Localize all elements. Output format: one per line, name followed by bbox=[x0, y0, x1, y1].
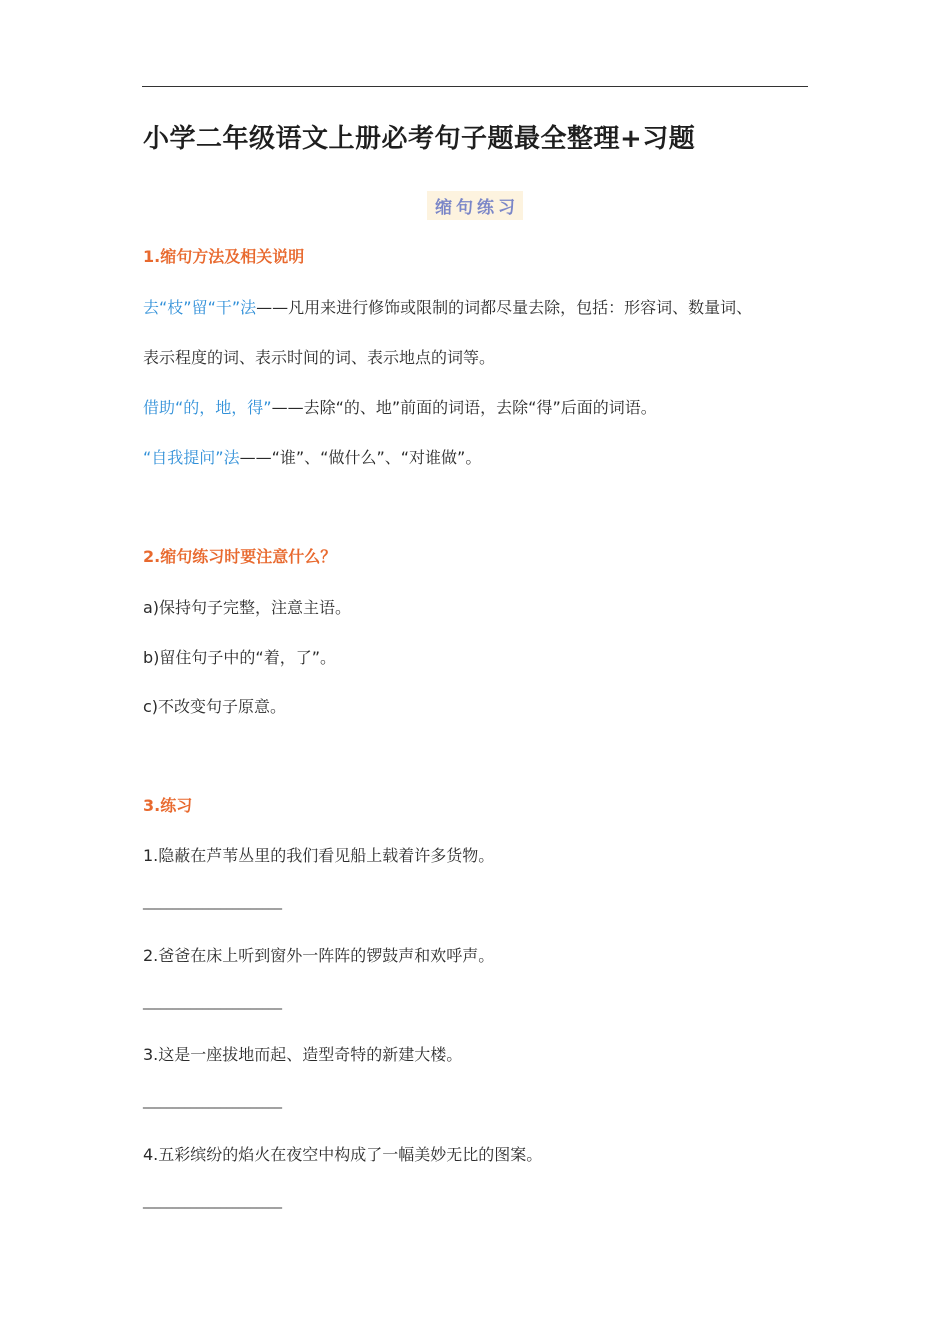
section1-heading: 1.缩句方法及相关说明 bbox=[143, 247, 305, 266]
method2-text: ——去除“的、地”前面的词语，去除“得”后面的词语。 bbox=[271, 398, 657, 417]
top-divider bbox=[142, 86, 808, 87]
method1-highlight: 去“枝”留“干”法 bbox=[143, 298, 257, 317]
method3-line bbox=[143, 445, 481, 468]
exercise-sentence: 1.隐蔽在芦苇丛里的我们看见船上载着许多货物。 bbox=[143, 846, 495, 865]
exercise-sentence: 3.这是一座拔地而起、造型奇特的新建大楼。 bbox=[143, 1045, 463, 1064]
method3-highlight: “自我提问”法 bbox=[143, 448, 240, 467]
answer-blank: _______________________ bbox=[143, 894, 281, 910]
note-point: b)留住句子中的“着，了”。 bbox=[143, 648, 336, 667]
exercise-sentence: 4.五彩缤纷的焰火在夜空中构成了一幅美妙无比的图案。 bbox=[143, 1145, 543, 1164]
method1-line2: 表示程度的词、表示时间的词、表示地点的词等。 bbox=[143, 348, 496, 367]
answer-blank: _______________________ bbox=[143, 1093, 281, 1109]
method2-highlight: 借助“的，地，得” bbox=[143, 398, 272, 417]
section-banner-label: 缩句练习 bbox=[427, 191, 523, 220]
exercise-sentence: 2.爸爸在床上听到窗外一阵阵的锣鼓声和欢呼声。 bbox=[143, 946, 495, 965]
section2-heading: 2.缩句练习时要注意什么？ bbox=[143, 547, 337, 566]
answer-blank: _______________________ bbox=[143, 994, 281, 1010]
section-banner bbox=[0, 191, 950, 220]
note-point: c)不改变句子原意。 bbox=[143, 697, 287, 716]
document-title: 小学二年级语文上册必考句子题最全整理+习题 bbox=[143, 124, 696, 154]
section3-heading: 3.练习 bbox=[143, 796, 193, 815]
note-point: a)保持句子完整，注意主语。 bbox=[143, 598, 352, 617]
method1-text: ——凡用来进行修饰或限制的词都尽量去除，包括：形容词、数量词、 bbox=[256, 298, 753, 317]
method2-line bbox=[143, 395, 657, 418]
method1-line1 bbox=[143, 295, 752, 318]
answer-blank: _______________________ bbox=[143, 1193, 281, 1209]
method3-text: ——“谁”、“做什么”、“对谁做”。 bbox=[239, 448, 482, 467]
